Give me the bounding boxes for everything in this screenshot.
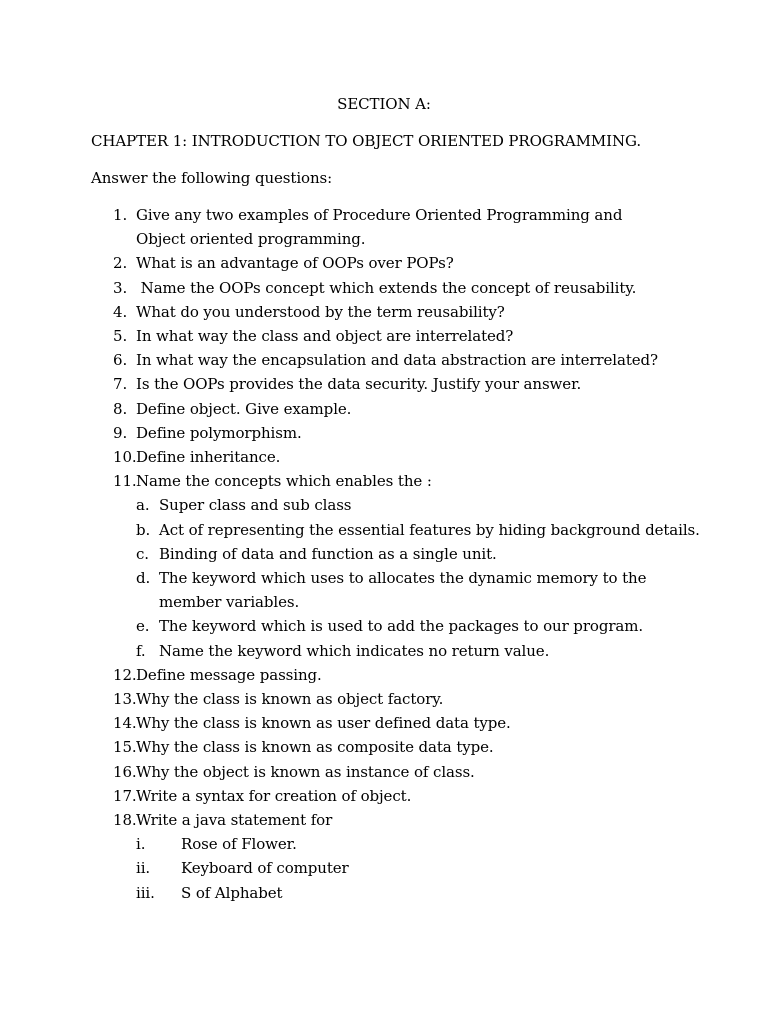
sub-question-letter: d. bbox=[136, 569, 151, 588]
roman-sub-item bbox=[0, 832, 768, 856]
question-item bbox=[0, 421, 768, 445]
question-item bbox=[0, 397, 768, 421]
question-item bbox=[0, 372, 768, 396]
roman-numeral: i. bbox=[136, 835, 146, 854]
question-item bbox=[0, 203, 768, 251]
question-text: Name the concepts which enables the : bbox=[136, 472, 432, 491]
instruction-text: Answer the following questions: bbox=[91, 169, 333, 187]
sub-question-letter: b. bbox=[136, 520, 151, 539]
sub-question-text: Super class and sub class bbox=[159, 496, 352, 515]
question-number: 15. bbox=[113, 738, 137, 757]
sub-question-letter: f. bbox=[136, 641, 146, 660]
question-text: Define polymorphism. bbox=[136, 423, 302, 442]
question-text: Write a java statement for bbox=[136, 811, 333, 830]
question-item bbox=[0, 300, 768, 324]
sub-question-letter: c. bbox=[136, 544, 149, 563]
sub-question-text: Binding of data and function as a single unit. bbox=[159, 544, 497, 563]
question-number: 13. bbox=[113, 690, 137, 709]
question-text: In what way the class and object are interrelated? bbox=[136, 327, 514, 346]
question-text: Why the class is known as user defined data type. bbox=[136, 714, 511, 733]
question-text: Is the OOPs provides the data security. Justify your answer. bbox=[136, 375, 582, 394]
question-number: 7. bbox=[113, 375, 128, 394]
roman-numeral: ii. bbox=[136, 859, 151, 878]
chapter-heading: CHAPTER 1: INTRODUCTION TO OBJECT ORIENTED PROGRAMMING. bbox=[91, 132, 641, 150]
question-number: 1. bbox=[113, 206, 128, 224]
question-text: Give any two examples of Procedure Oriented Programming and Object oriented programming. bbox=[136, 206, 623, 249]
question-text: Why the class is known as object factory. bbox=[136, 690, 444, 709]
sub-question-text: Act of representing the essential features by hiding background details. bbox=[159, 520, 700, 539]
question-item bbox=[0, 711, 768, 735]
question-number: 6. bbox=[113, 351, 128, 370]
question-number: 5. bbox=[113, 327, 128, 346]
question-text: Name the OOPs concept which extends the concept of reusability. bbox=[136, 278, 637, 297]
question-item bbox=[0, 445, 768, 469]
section-heading: SECTION A: bbox=[337, 95, 431, 113]
question-number: 17. bbox=[113, 786, 137, 805]
question-text: Why the object is known as instance of class. bbox=[136, 762, 475, 781]
question-text: What is an advantage of OOPs over POPs? bbox=[136, 254, 454, 273]
question-item bbox=[0, 760, 768, 784]
roman-sub-text: S of Alphabet bbox=[181, 883, 283, 902]
sub-question-item bbox=[0, 542, 768, 566]
sub-question-letter: e. bbox=[136, 617, 150, 636]
question-number: 12. bbox=[113, 665, 137, 684]
question-item bbox=[0, 348, 768, 372]
question-number: 18. bbox=[113, 811, 137, 830]
question-item bbox=[0, 784, 768, 808]
question-item bbox=[0, 687, 768, 711]
sub-question-item bbox=[0, 493, 768, 517]
roman-sub-item bbox=[0, 856, 768, 880]
question-number: 9. bbox=[113, 423, 128, 442]
sub-question-letter: a. bbox=[136, 496, 150, 515]
roman-sub-text: Rose of Flower. bbox=[181, 835, 297, 854]
question-number: 16. bbox=[113, 762, 137, 781]
question-text: Write a syntax for creation of object. bbox=[136, 786, 412, 805]
question-item bbox=[0, 663, 768, 687]
roman-sub-item bbox=[0, 881, 768, 905]
question-item bbox=[0, 469, 768, 493]
question-item bbox=[0, 251, 768, 275]
question-text: Why the class is known as composite data type. bbox=[136, 738, 494, 757]
sub-question-item bbox=[0, 518, 768, 542]
question-number: 2. bbox=[113, 254, 128, 273]
question-text: In what way the encapsulation and data abstraction are interrelated? bbox=[136, 351, 658, 370]
sub-question-text: The keyword which uses to allocates the dynamic memory to the member variables. bbox=[159, 569, 647, 612]
question-number: 3. bbox=[113, 278, 128, 297]
question-number: 14. bbox=[113, 714, 137, 733]
question-item bbox=[0, 276, 768, 300]
roman-sub-text: Keyboard of computer bbox=[181, 859, 349, 878]
question-list bbox=[0, 203, 768, 905]
question-item bbox=[0, 808, 768, 832]
sub-question-item bbox=[0, 639, 768, 663]
question-number: 11. bbox=[113, 472, 137, 491]
roman-numeral: iii. bbox=[136, 883, 155, 902]
question-text: Define message passing. bbox=[136, 665, 322, 684]
sub-question-item bbox=[0, 614, 768, 638]
question-number: 4. bbox=[113, 302, 128, 321]
question-text: Define object. Give example. bbox=[136, 399, 352, 418]
sub-question-text: Name the keyword which indicates no return value. bbox=[159, 641, 550, 660]
question-text: Define inheritance. bbox=[136, 448, 281, 467]
sub-question-text: The keyword which is used to add the packages to our program. bbox=[159, 617, 644, 636]
sub-question-item bbox=[0, 566, 768, 614]
question-number: 8. bbox=[113, 399, 128, 418]
question-item bbox=[0, 735, 768, 759]
question-number: 10. bbox=[113, 448, 137, 467]
question-text: What do you understood by the term reusability? bbox=[136, 302, 505, 321]
question-item bbox=[0, 324, 768, 348]
